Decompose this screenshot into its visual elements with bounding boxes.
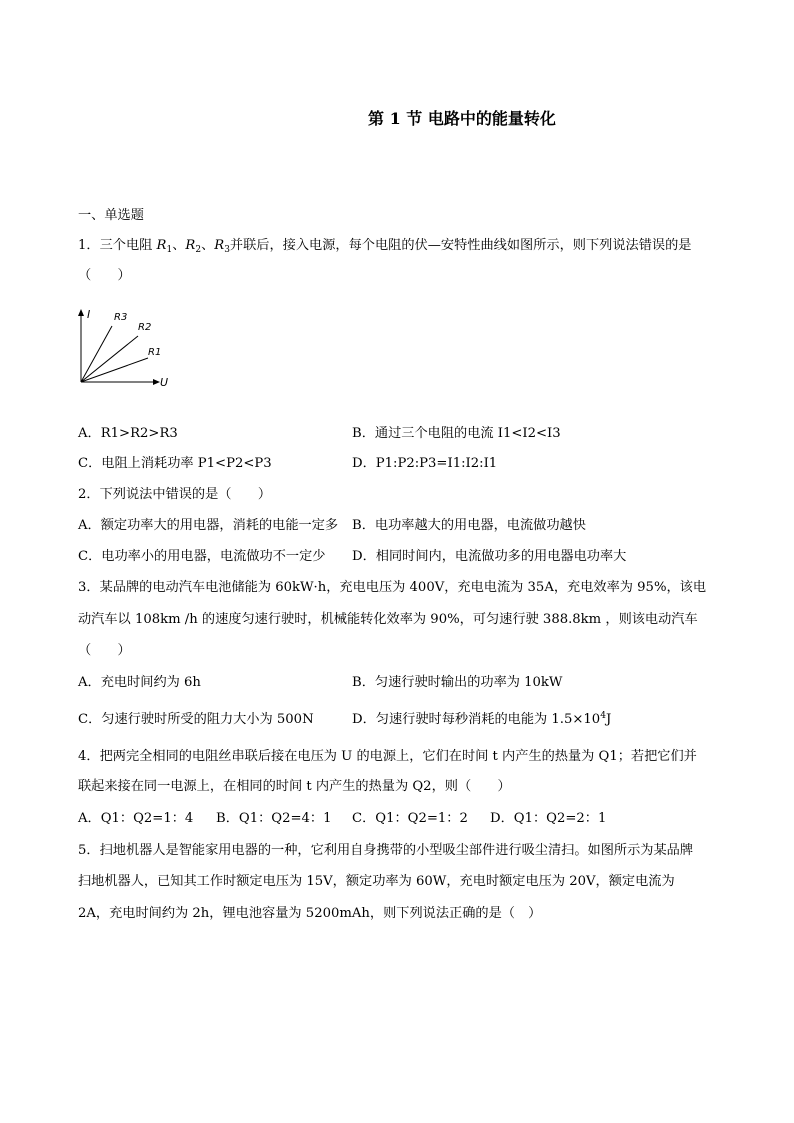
u-axis-arrow-icon <box>153 379 160 385</box>
q4-option-d[interactable]: D．Q1：Q2=2：1 <box>490 811 607 826</box>
q1-option-b[interactable]: B．通过三个电阻的电流 I1<I2<I3 <box>352 426 561 441</box>
q1-r1-sub: 1 <box>166 245 173 255</box>
q1-option-c[interactable]: C．电阻上消耗功率 P1<P2<P3 <box>78 456 272 471</box>
q1-r1: R <box>156 238 167 253</box>
q3-option-d[interactable] <box>352 711 611 729</box>
page-title: 第 1 节 电路中的能量转化 <box>368 109 556 128</box>
r3-label: R3 <box>114 312 128 323</box>
q2-option-d[interactable]: D．相同时间内，电流做功多的用电器电功率大 <box>352 549 627 564</box>
q4-stem-line2: 联起来接在同一电源上，在相同的时间 t 内产生的热量为 Q2，则（ ） <box>78 779 511 794</box>
q3-stem-line1: 3．某品牌的电动汽车电池储能为 60kW·h，充电电压为 400V，充电电流为 35A，充电效率为 95%，该电 <box>78 580 707 595</box>
i-axis-arrow-icon <box>78 309 84 316</box>
q1-option-d[interactable]: D．P1:P2:P3=I1:I2:I1 <box>352 456 498 471</box>
q2-option-a[interactable]: A．额定功率大的用电器，消耗的电能一定多 <box>78 518 339 533</box>
q2-option-c[interactable]: C．电功率小的用电器，电流做功不一定少 <box>78 549 326 564</box>
q3-option-d-exponent: 4 <box>600 711 606 721</box>
q3-stem-line2: 动汽车以 108km /h 的速度匀速行驶时，机械能转化效率为 90%，可匀速行驶 388.8km ，则该电动汽车 <box>78 612 698 627</box>
q1-r2-sub: 2 <box>195 245 202 255</box>
q5-stem-line3: 2A，充电时间约为 2h，锂电池容量为 5200mAh，则下列说法正确的是（ ） <box>78 906 542 921</box>
r1-label: R1 <box>148 347 162 358</box>
q2-option-b[interactable]: B．电功率越大的用电器，电流做功越快 <box>352 518 586 533</box>
q1-stem-prefix: 1．三个电阻 <box>78 238 157 253</box>
q1-stem <box>78 237 691 255</box>
q4-option-b[interactable]: B．Q1：Q2=4：1 <box>216 811 332 826</box>
i-axis-label: I <box>87 308 91 321</box>
q1-r3-sub: 3 <box>224 245 230 255</box>
q3-option-a[interactable]: A．充电时间约为 6h <box>78 675 201 690</box>
q1-sep1: 、 <box>172 238 186 253</box>
q1-stem-suffix: 并联后，接入电源，每个电阻的伏—安特性曲线如图所示，则下列说法错误的是 <box>229 238 692 253</box>
r3-curve <box>81 326 112 382</box>
q4-option-c[interactable]: C．Q1：Q2=1：2 <box>352 811 468 826</box>
r2-label: R2 <box>138 322 152 333</box>
q1-sep2: 、 <box>201 238 215 253</box>
q1-r2: R <box>185 238 196 253</box>
q2-stem: 2．下列说法中错误的是（ ） <box>78 487 272 502</box>
r2-curve <box>81 336 138 382</box>
q3-option-d-text: D．匀速行驶时每秒消耗的电能为 1.5×10 <box>352 712 601 727</box>
q3-answer-paren: （ ） <box>78 643 131 658</box>
q4-option-a[interactable]: A．Q1：Q2=1：4 <box>78 811 194 826</box>
section-heading: 一、单选题 <box>78 208 144 223</box>
q5-stem-line1: 5．扫地机器人是智能家用电器的一种，它利用自身携带的小型吸尘部件进行吸尘清扫。如图所示为某品牌 <box>78 843 694 858</box>
q3-option-d-unit: J <box>605 712 612 727</box>
r1-curve <box>81 358 148 382</box>
iv-curve-figure <box>70 306 180 392</box>
q3-option-c[interactable]: C．匀速行驶时所受的阻力大小为 500N <box>78 712 314 727</box>
q1-answer-paren: （ ） <box>78 268 131 283</box>
q5-stem-line2: 扫地机器人，已知其工作时额定电压为 15V，额定功率为 60W，充电时额定电压为 20V，额定电流为 <box>78 874 675 889</box>
q1-r3: R <box>214 238 225 253</box>
u-axis-label: U <box>160 376 169 389</box>
q4-stem-line1: 4．把两完全相同的电阻丝串联后接在电压为 U 的电源上，它们在时间 t 内产生的热量为 Q1；若把它们并 <box>78 749 697 764</box>
q3-option-b[interactable]: B．匀速行驶时输出的功率为 10kW <box>352 675 563 690</box>
q1-option-a[interactable]: A．R1>R2>R3 <box>78 426 178 441</box>
